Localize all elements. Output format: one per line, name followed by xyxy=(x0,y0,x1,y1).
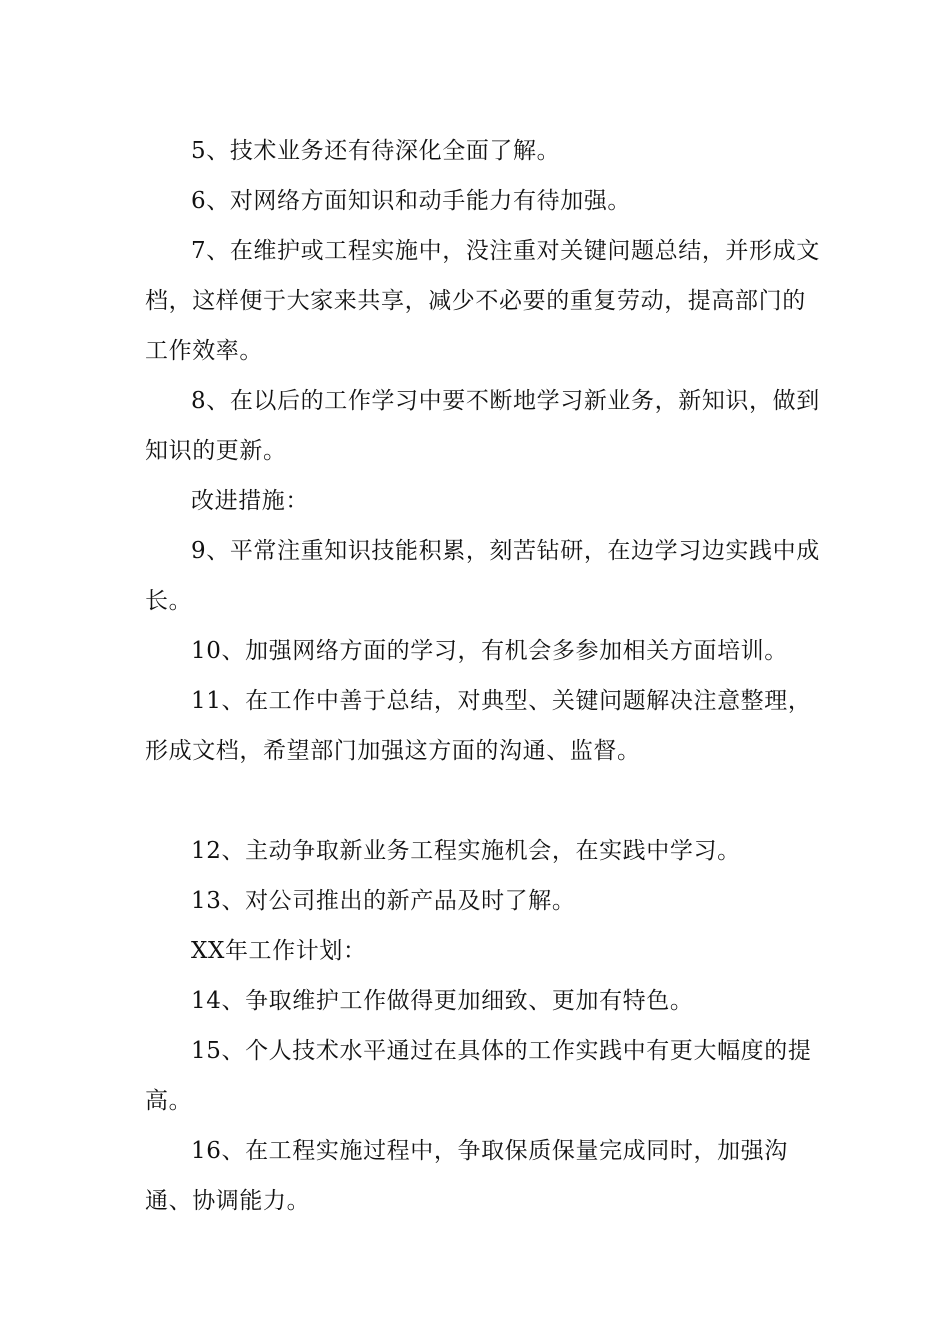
paragraph-item-12: 12、主动争取新业务工程实施机会，在实践中学习。 xyxy=(191,838,741,864)
paragraph-item-11: 11、在工作中善于总结，对典型、关键问题解决注意整理，形成文档，希望部门加强这方面的沟通、监督。 xyxy=(145,688,812,764)
paragraph-item-14: 14、争取维护工作做得更加细致、更加有特色。 xyxy=(191,988,694,1014)
paragraph-item-8: 8、在以后的工作学习中要不断地学习新业务，新知识，做到知识的更新。 xyxy=(145,388,820,464)
paragraph-item-7: 7、在维护或工程实施中，没注重对关键问题总结，并形成文档，这样便于大家来共享，减少不必要的重复劳动，提高部门的工作效率。 xyxy=(145,238,820,364)
paragraph-item-5: 5、技术业务还有待深化全面了解。 xyxy=(191,138,561,164)
paragraph-item-16: 16、在工程实施过程中，争取保质保量完成同时，加强沟通、协调能力。 xyxy=(145,1138,788,1214)
paragraph-item-9: 9、平常注重知识技能积累，刻苦钻研，在边学习边实践中成长。 xyxy=(145,538,820,614)
paragraph-item-10: 10、加强网络方面的学习，有机会多参加相关方面培训。 xyxy=(191,638,788,664)
document-body xyxy=(145,126,825,1226)
paragraph-item-6: 6、对网络方面知识和动手能力有待加强。 xyxy=(191,188,632,214)
paragraph-item-15: 15、个人技术水平通过在具体的工作实践中有更大幅度的提高。 xyxy=(145,1038,812,1114)
section-heading-work-plan: XX年工作计划： xyxy=(191,938,367,964)
paragraph-item-13: 13、对公司推出的新产品及时了解。 xyxy=(191,888,576,914)
paragraph-spacer xyxy=(145,776,825,826)
section-heading-improvement: 改进措施： xyxy=(191,488,309,514)
